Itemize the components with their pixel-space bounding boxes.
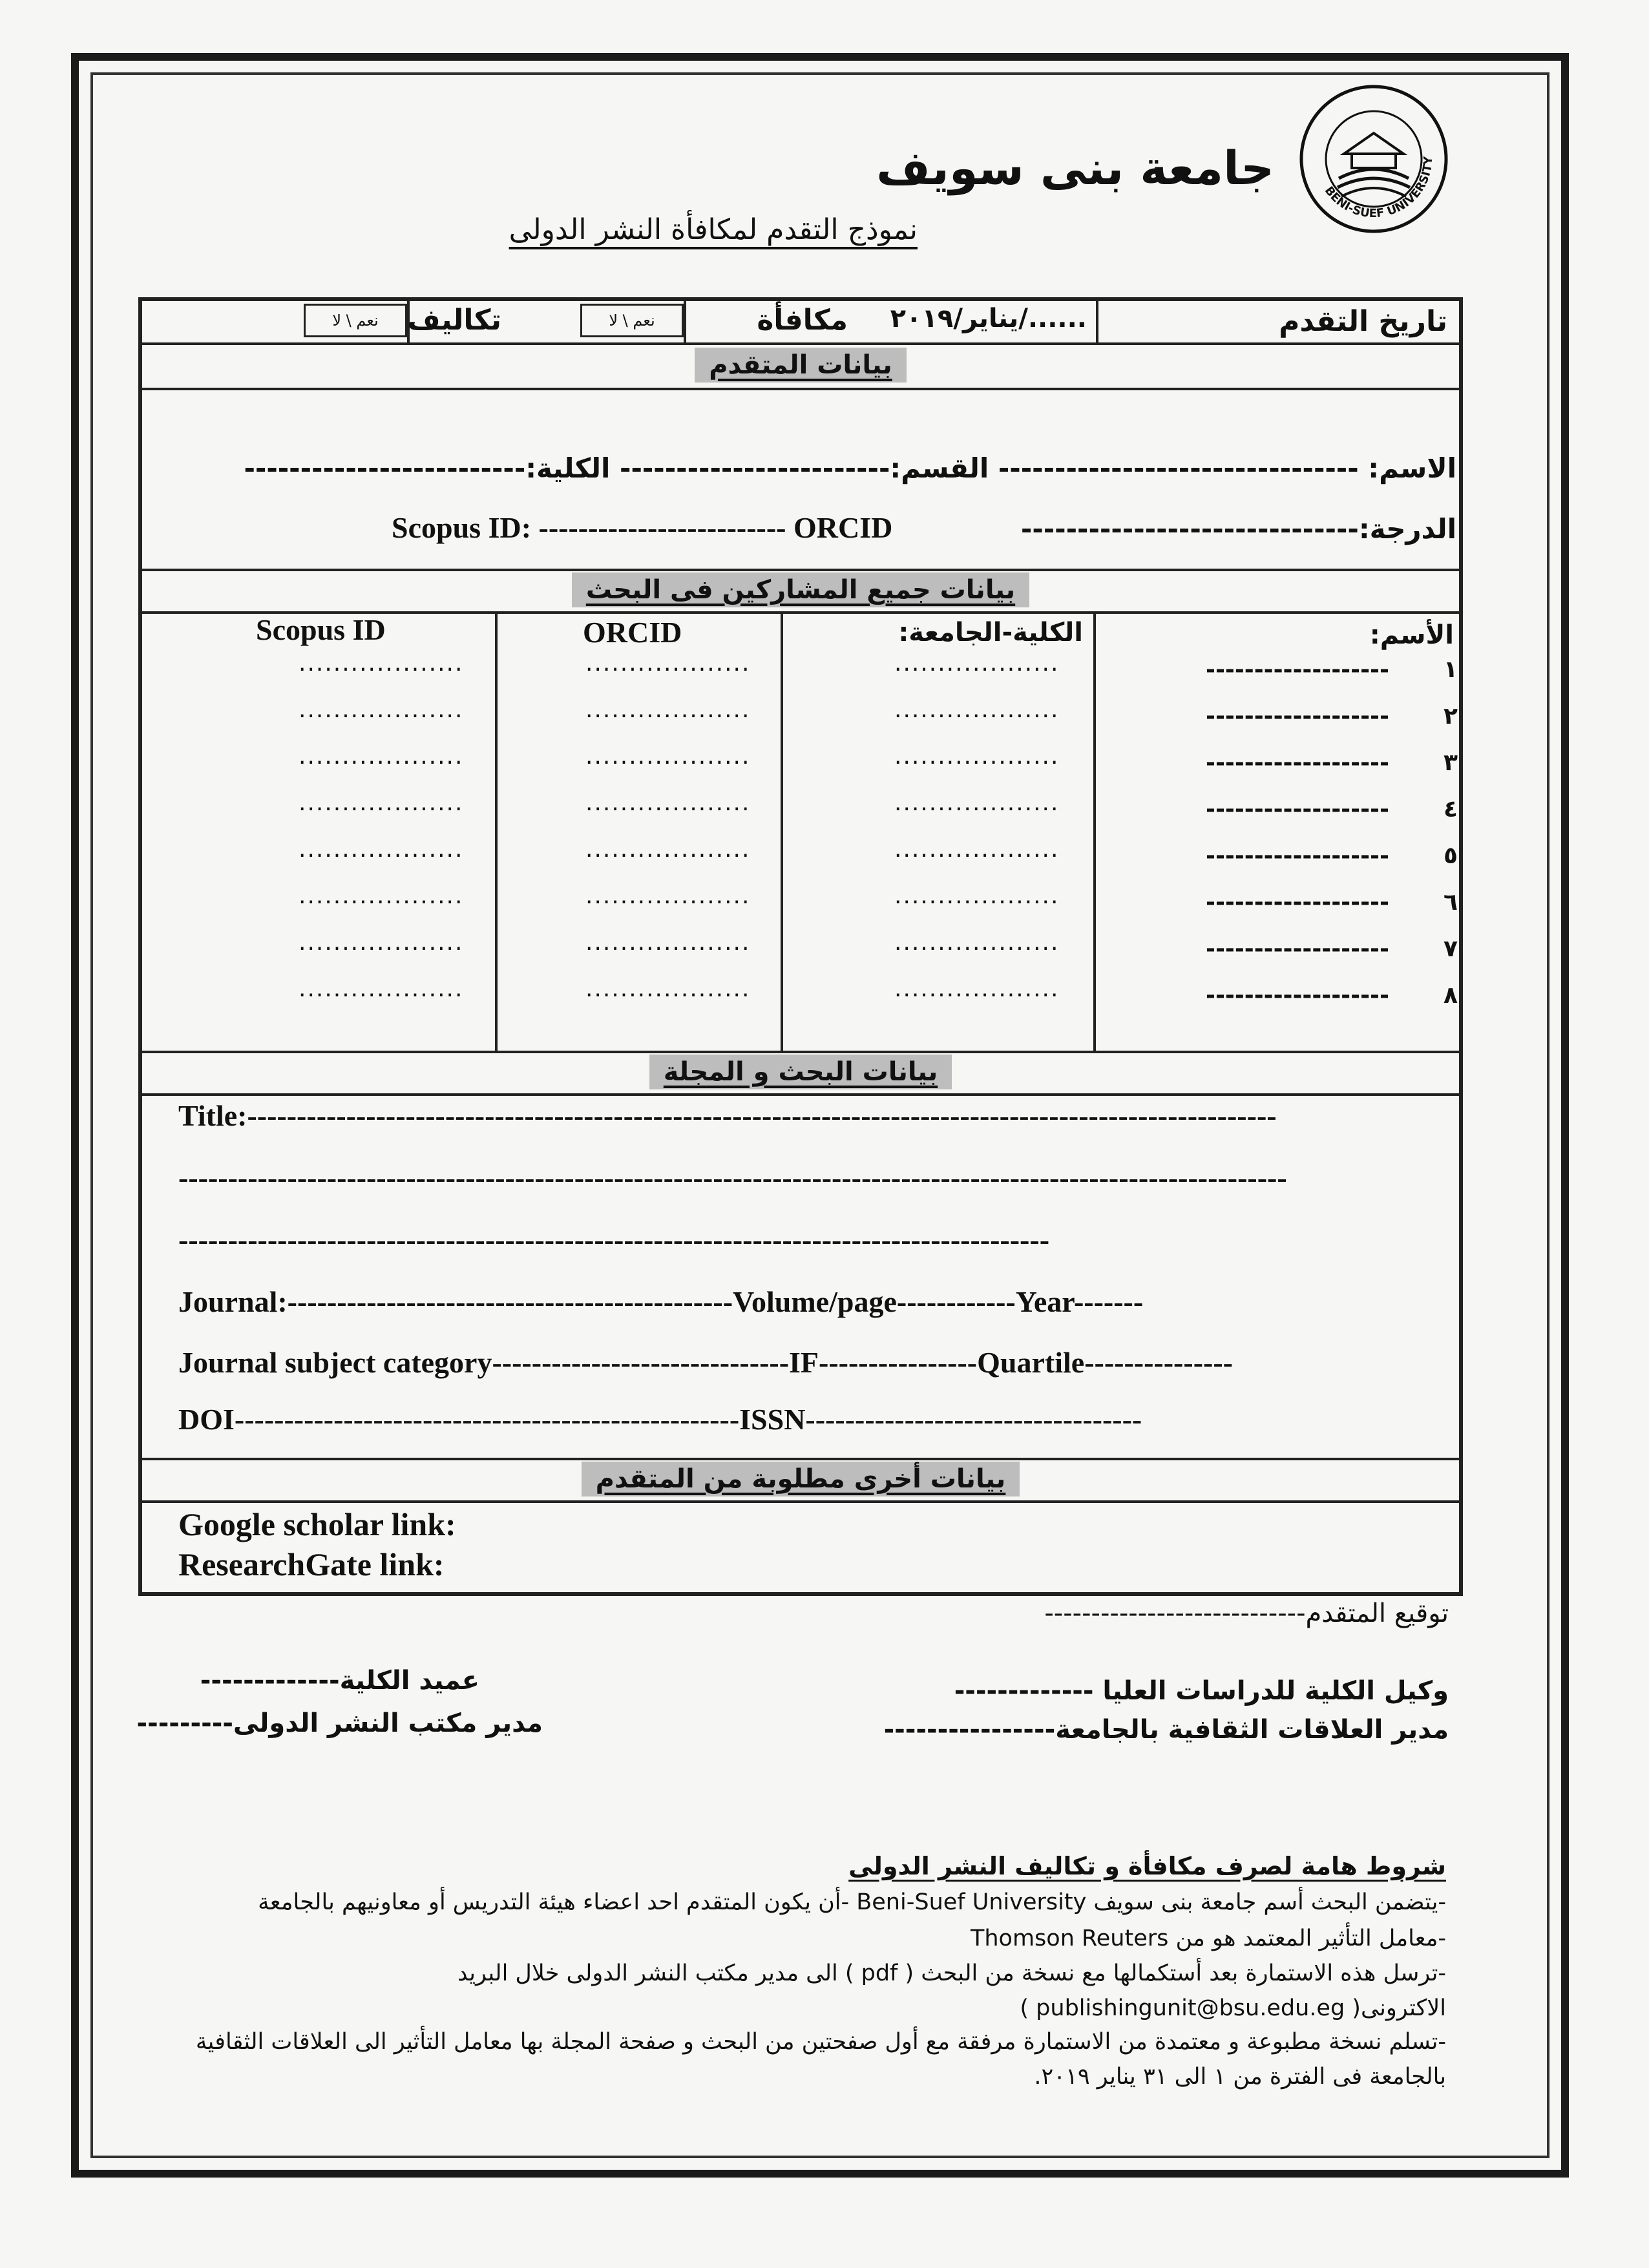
reward-checkbox[interactable]: نعم \ لا (580, 304, 684, 337)
other-section-title: بيانات أخرى مطلوبة من المتقدم (582, 1462, 1020, 1496)
participant-number: ٣ (1444, 750, 1458, 776)
costs-checkbox[interactable]: نعم \ لا (304, 304, 407, 337)
participant-faculty-field[interactable]: ................... (894, 929, 1060, 956)
participant-faculty-field[interactable]: ................... (894, 697, 1060, 723)
applicant-signature[interactable]: توقيع المتقدم---------------------------- (1044, 1599, 1449, 1628)
divider (138, 1051, 1463, 1053)
participant-number: ٨ (1444, 982, 1458, 1009)
divider (1096, 300, 1098, 344)
participant-orcid-field[interactable]: ................... (585, 883, 751, 909)
col-orcid: ORCID (583, 616, 682, 649)
journal-field[interactable]: Journal:---------------------------------------------Volume/page------------Year------- (178, 1285, 1144, 1318)
reward-label: مكافأة (757, 304, 848, 337)
participant-faculty-field[interactable]: ................... (894, 976, 1060, 1002)
dean-signature[interactable]: عميد الكلية------------- (200, 1666, 479, 1696)
date-value: ....../يناير/٢٠١٩ (890, 304, 1087, 333)
cultural-relations-signature[interactable]: مدير العلاقات الثقافية بالجامعة---------------- (883, 1715, 1449, 1745)
google-scholar-field[interactable]: Google scholar link: (178, 1506, 456, 1542)
conditions-title: شروط هامة لصرف مكافأة و تكاليف النشر الدولى (848, 1852, 1446, 1880)
costs-label: تكاليف (407, 304, 501, 337)
condition-line: -ترسل هذه الاستمارة بعد أستكمالها مع نسخة من البحث ( pdf ) الى مدير مكتب النشر الدولى خلال البريد (457, 1960, 1446, 1986)
participant-number: ٥ (1444, 843, 1458, 869)
condition-line: -معامل التأثير المعتمد هو من Thomson Reuters (970, 1926, 1446, 1951)
participant-scopus-field[interactable]: ................... (299, 929, 464, 956)
orcid-label: ORCID (793, 511, 893, 544)
divider (138, 1458, 1463, 1460)
condition-line: -تسلم نسخة مطبوعة و معتمدة من الاستمارة مرفقة مع أول صفحتين من البحث و صفحة المجلة بها معامل التأثير الى العلاقات الثقافية (195, 2029, 1446, 2055)
participant-faculty-field[interactable]: ................... (894, 743, 1060, 770)
divider (138, 388, 1463, 390)
degree-label-text: الدرجة: (1358, 513, 1456, 545)
title-field-line-3[interactable]: ---------------------------------------------------------------------------------------- (178, 1223, 1050, 1256)
participant-number: ٦ (1444, 889, 1458, 916)
participant-scopus-field[interactable]: ................... (299, 697, 464, 723)
participant-scopus-field[interactable]: ................... (299, 650, 464, 677)
applicant-section-title: بيانات المتقدم (695, 348, 907, 383)
subject-category-field[interactable]: Journal subject category------------------------------IF----------------Quartile--------------- (178, 1346, 1233, 1379)
participant-orcid-field[interactable]: ................... (585, 976, 751, 1002)
divider (138, 1093, 1463, 1096)
divider (138, 569, 1463, 571)
participant-orcid-field[interactable]: ................... (585, 836, 751, 863)
divider (138, 342, 1463, 345)
scopus-label: Scopus ID: (392, 511, 532, 544)
university-logo (1297, 83, 1450, 235)
participant-name-field[interactable]: ------------------- (1206, 703, 1389, 730)
applicant-section-header (138, 348, 1463, 383)
title-field-line-2[interactable]: ---------------------------------------------------------------------------------------------------------------- (178, 1161, 1287, 1194)
degree-field[interactable]: ------------------------------ (1020, 513, 1359, 545)
degree-label (1021, 513, 1456, 545)
other-section-header (138, 1462, 1463, 1496)
participant-orcid-field[interactable]: ................... (585, 929, 751, 956)
participant-number: ٧ (1444, 936, 1458, 962)
participant-faculty-field[interactable]: ................... (894, 650, 1060, 677)
divider (1093, 611, 1096, 1052)
participant-faculty-field[interactable]: ................... (894, 883, 1060, 909)
name-faculty-line[interactable]: الاسم: -------------------------------- القسم:------------------------ الكلية:------------------------- (244, 452, 1456, 484)
publishing-office-signature[interactable]: مدير مكتب النشر الدولى--------- (136, 1708, 543, 1738)
participant-name-field[interactable]: ------------------- (1206, 936, 1389, 962)
research-section-header (138, 1055, 1463, 1089)
col-faculty: الكلية-الجامعة: (898, 618, 1083, 647)
participant-number: ١ (1444, 656, 1458, 683)
participant-number: ٢ (1444, 703, 1458, 730)
participant-name-field[interactable]: ------------------- (1206, 982, 1389, 1009)
participant-scopus-field[interactable]: ................... (299, 976, 464, 1002)
divider (684, 300, 686, 344)
divider (781, 611, 783, 1052)
doi-field[interactable]: DOI---------------------------------------------------ISSN---------------------------------- (178, 1403, 1142, 1436)
participant-orcid-field[interactable]: ................... (585, 743, 751, 770)
col-name: الأسم: (1369, 620, 1454, 650)
participant-scopus-field[interactable]: ................... (299, 883, 464, 909)
participant-name-field[interactable]: ------------------- (1206, 843, 1389, 869)
participant-scopus-field[interactable]: ................... (299, 743, 464, 770)
scopus-field[interactable]: ------------------------- (538, 511, 786, 544)
participant-name-field[interactable]: ------------------- (1206, 796, 1389, 823)
participant-name-field[interactable]: ------------------- (1206, 889, 1389, 916)
divider (495, 611, 498, 1052)
participant-name-field[interactable]: ------------------- (1206, 656, 1389, 683)
logo-text: BENI-SUEF UNIVERSITY (1321, 156, 1436, 221)
participants-section-header (138, 572, 1463, 607)
condition-line: -يتضمن البحث أسم جامعة بنى سويف Beni-Suef University -أن يكون المتقدم احد اعضاء هيئة التدريس أو معاونيهم بالجامعة (258, 1889, 1446, 1915)
participants-section-title: بيانات جميع المشاركين فى البحث (572, 572, 1029, 607)
vice-dean-signature[interactable]: وكيل الكلية للدراسات العليا ------------- (954, 1676, 1449, 1706)
participant-orcid-field[interactable]: ................... (585, 697, 751, 723)
researchgate-field[interactable]: ResearchGate link: (178, 1546, 445, 1582)
participant-orcid-field[interactable]: ................... (585, 790, 751, 816)
participant-number: ٤ (1444, 796, 1458, 823)
scopus-orcid-line (392, 510, 892, 545)
research-section-title: بيانات البحث و المجلة (649, 1055, 952, 1089)
form-title: نموذج التقدم لمكافأة النشر الدولى (509, 213, 918, 246)
participant-faculty-field[interactable]: ................... (894, 790, 1060, 816)
participant-name-field[interactable]: ------------------- (1206, 750, 1389, 776)
condition-line: بالجامعة فى الفترة من ١ الى ٣١ يناير ٢٠١٩. (1034, 2064, 1446, 2090)
date-label: تاريخ التقدم (1279, 305, 1447, 338)
participant-orcid-field[interactable]: ................... (585, 650, 751, 677)
col-scopus: Scopus ID (256, 613, 386, 646)
participant-scopus-field[interactable]: ................... (299, 790, 464, 816)
participant-scopus-field[interactable]: ................... (299, 836, 464, 863)
divider (138, 1500, 1463, 1503)
condition-line: الاكترونى( publishingunit@bsu.edu.eg ) (1020, 1995, 1446, 2021)
title-field[interactable]: Title:-------------------------------------------------------------------------------------------------------- (178, 1099, 1277, 1132)
university-name: جامعة بنى سويف (876, 141, 1274, 195)
participant-faculty-field[interactable]: ................... (894, 836, 1060, 863)
